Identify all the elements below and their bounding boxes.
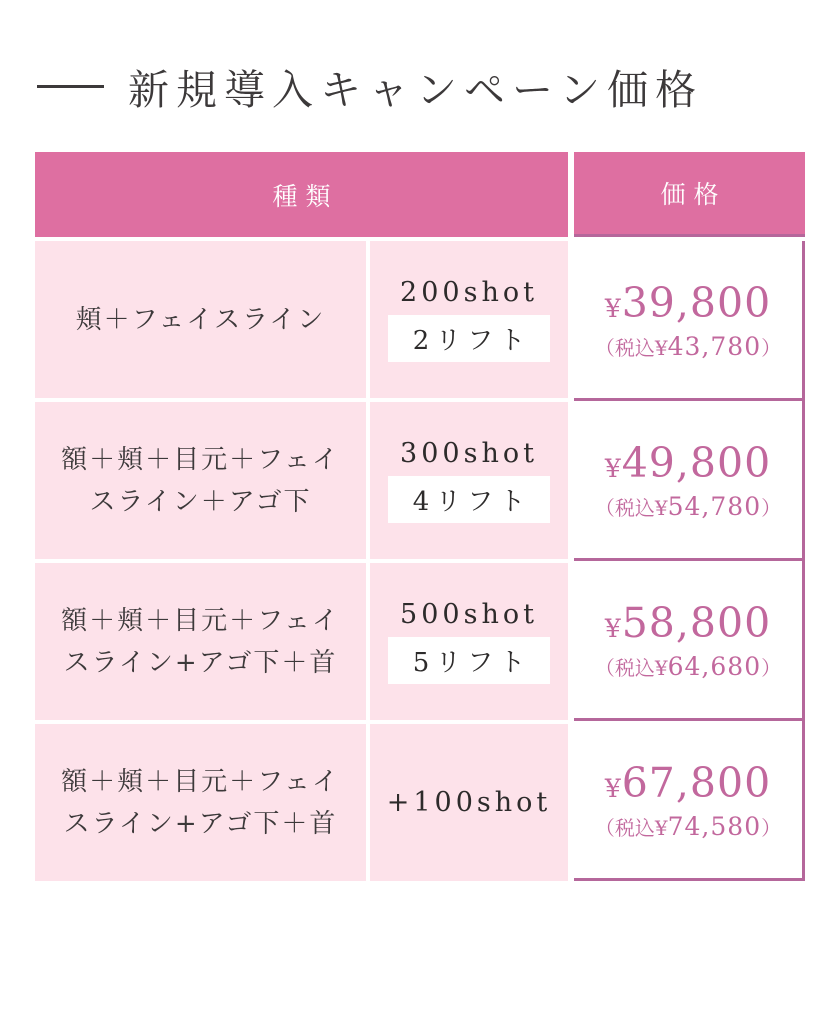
- price-amount: 67,800: [621, 758, 772, 807]
- price-tax: [595, 652, 781, 681]
- treatment-text: 頬＋フェイスライン: [75, 304, 326, 335]
- price-tax: [595, 812, 781, 841]
- price-cell-row3: [574, 561, 802, 721]
- lift-badge: 2リフト: [388, 315, 551, 362]
- tax-amount: 43,780: [667, 331, 762, 361]
- shot-count: 300shot: [400, 438, 538, 469]
- price-cell-row2: [574, 401, 802, 561]
- shot-count: 200shot: [400, 277, 538, 308]
- campaign-title-row: [37, 58, 840, 114]
- treatment-cell-row1: [35, 241, 366, 398]
- tax-amount: 64,680: [667, 651, 762, 681]
- treatment-cell-row2: [35, 402, 366, 559]
- yen-symbol: ¥: [604, 453, 622, 483]
- price-tax: [595, 492, 781, 521]
- shot-cell-row2: [370, 402, 568, 559]
- tax-amount: 74,580: [667, 811, 762, 841]
- price-amount: 49,800: [621, 438, 772, 487]
- price-cell-row1: [574, 241, 802, 401]
- yen-symbol: ¥: [604, 773, 622, 803]
- column-header-type-label: 種類: [272, 181, 339, 211]
- treatment-text: 額＋頬＋目元＋フェイ: [61, 605, 340, 636]
- page-title: 新規導入キャンペーン価格: [128, 65, 704, 114]
- tax-suffix: ）: [761, 815, 782, 840]
- tax-suffix: ）: [761, 655, 782, 680]
- shot-count: 500shot: [400, 599, 538, 630]
- shot-cell-row1: [370, 241, 568, 398]
- column-header-price: [574, 152, 805, 237]
- price-main: [605, 599, 771, 647]
- treatment-text: スライン+アゴ下＋首: [63, 647, 338, 678]
- treatment-cell-row4: [35, 724, 366, 881]
- lift-badge: 5リフト: [388, 637, 551, 684]
- tax-prefix: （税込¥: [594, 815, 668, 840]
- shot-cell-row4: [370, 724, 568, 881]
- tax-amount: 54,780: [667, 491, 762, 521]
- treatment-text: スライン＋アゴ下: [89, 486, 312, 517]
- column-header-type: [35, 152, 568, 237]
- tax-prefix: （税込¥: [594, 495, 668, 520]
- column-header-price-label: 価格: [660, 180, 727, 209]
- tax-suffix: ）: [761, 335, 782, 360]
- title-dash-rule: [37, 85, 104, 88]
- tax-prefix: （税込¥: [594, 335, 668, 360]
- pricing-table: [35, 152, 840, 881]
- price-amount: 58,800: [621, 598, 772, 647]
- price-main: [605, 439, 771, 487]
- pricing-table-left-columns: [35, 152, 568, 881]
- price-tax: [595, 332, 781, 361]
- treatment-cell-row3: [35, 563, 366, 720]
- tax-suffix: ）: [761, 495, 782, 520]
- price-main: [605, 759, 771, 807]
- price-cells: [574, 241, 805, 881]
- shot-cell-row3: [370, 563, 568, 720]
- price-cell-row4: [574, 721, 802, 878]
- price-amount: 39,800: [621, 278, 772, 327]
- price-main: [605, 279, 771, 327]
- treatment-text: 額＋頬＋目元＋フェイ: [61, 444, 340, 475]
- shot-count: +100shot: [386, 787, 552, 818]
- yen-symbol: ¥: [604, 613, 622, 643]
- treatment-text: 額＋頬＋目元＋フェイ: [61, 766, 340, 797]
- treatment-text: スライン+アゴ下＋首: [63, 808, 338, 839]
- lift-badge: 4リフト: [388, 476, 551, 523]
- yen-symbol: ¥: [604, 293, 622, 323]
- pricing-table-price-column: [574, 152, 805, 881]
- tax-prefix: （税込¥: [594, 655, 668, 680]
